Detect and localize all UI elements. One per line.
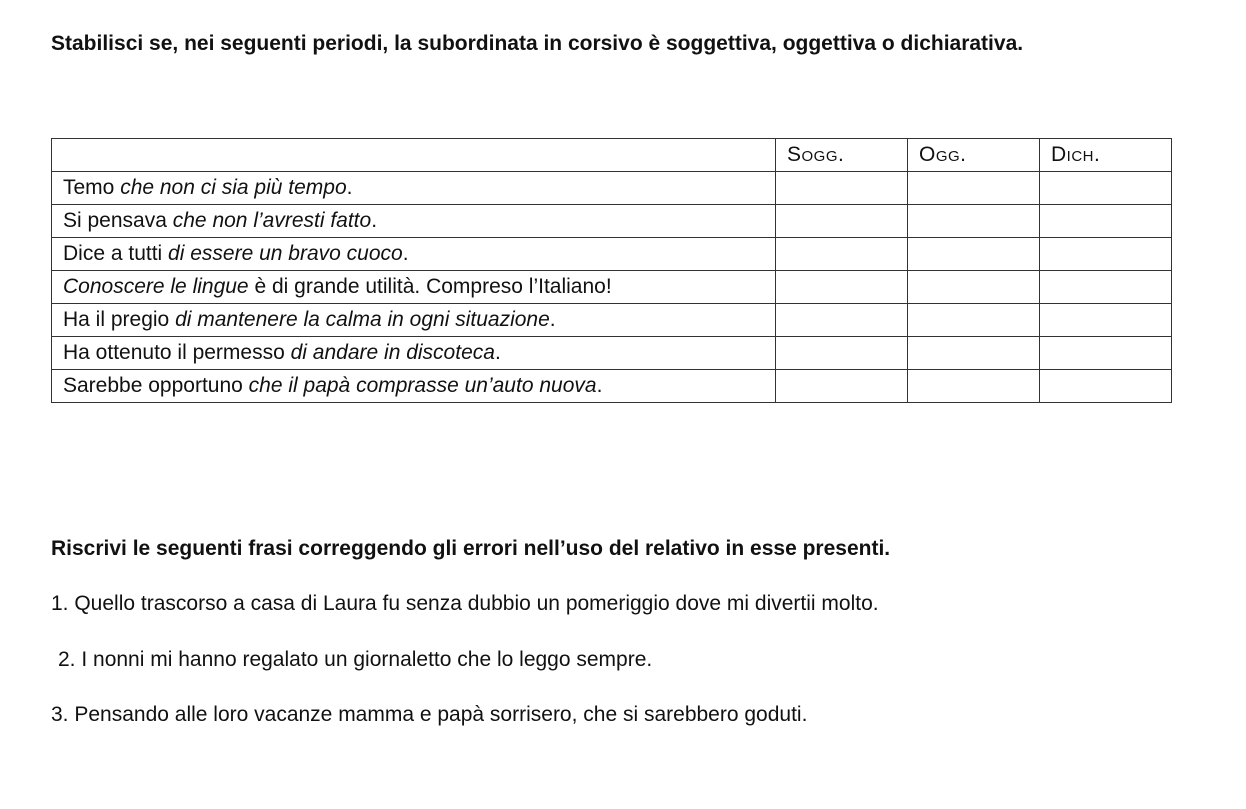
table-row bbox=[52, 304, 1172, 337]
sentence-plain-before: Ha ottenuto il permesso bbox=[63, 341, 291, 364]
sentence-italic-clause: di mantenere la calma in ogni situazione bbox=[175, 308, 550, 331]
answer-cell-sogg[interactable] bbox=[776, 337, 908, 370]
answer-cell-dich[interactable] bbox=[1040, 205, 1172, 238]
column-header-dich: Dich. bbox=[1040, 139, 1172, 172]
answer-cell-ogg[interactable] bbox=[908, 205, 1040, 238]
sentence-italic-clause: che non l’avresti fatto bbox=[172, 209, 372, 232]
sentence-cell bbox=[52, 271, 776, 304]
column-header-sogg: Sogg. bbox=[776, 139, 908, 172]
sentence-italic-clause: di essere un bravo cuoco bbox=[168, 242, 403, 265]
sentence-plain-after: è di grande utilità. Compreso l’Italiano! bbox=[248, 275, 612, 298]
answer-cell-dich[interactable] bbox=[1040, 337, 1172, 370]
sentence-plain-before: Temo bbox=[63, 176, 121, 199]
sentence-plain-after: . bbox=[371, 209, 378, 232]
exercise-2-instruction: Riscrivi le seguenti frasi correggendo gli errori nell’uso del relativo in esse presenti. bbox=[51, 537, 891, 560]
classification-table bbox=[51, 138, 1172, 403]
answer-cell-ogg[interactable] bbox=[908, 337, 1040, 370]
table-header-row bbox=[52, 139, 1172, 172]
sentence-cell bbox=[52, 238, 776, 271]
answer-cell-sogg[interactable] bbox=[776, 238, 908, 271]
answer-cell-sogg[interactable] bbox=[776, 172, 908, 205]
exercise-2-sentence-2: 2. I nonni mi hanno regalato un giornaletto che lo leggo sempre. bbox=[58, 648, 653, 671]
sentence-plain-after: . bbox=[402, 242, 409, 265]
sentence-plain-after: . bbox=[549, 308, 556, 331]
table-row bbox=[52, 172, 1172, 205]
table-row bbox=[52, 205, 1172, 238]
answer-cell-ogg[interactable] bbox=[908, 370, 1040, 403]
sentence-cell bbox=[52, 205, 776, 238]
sentence-cell bbox=[52, 172, 776, 205]
sentence-plain-before: Sarebbe opportuno bbox=[63, 374, 249, 397]
sentence-italic-clause: di andare in discoteca bbox=[290, 341, 495, 364]
answer-cell-sogg[interactable] bbox=[776, 205, 908, 238]
answer-cell-dich[interactable] bbox=[1040, 370, 1172, 403]
sentence-plain-after: . bbox=[494, 341, 501, 364]
sentence-plain-before: Dice a tutti bbox=[63, 242, 169, 265]
sentence-plain-before: Ha il pregio bbox=[63, 308, 176, 331]
answer-cell-ogg[interactable] bbox=[908, 304, 1040, 337]
answer-cell-sogg[interactable] bbox=[776, 271, 908, 304]
answer-cell-dich[interactable] bbox=[1040, 172, 1172, 205]
exercise-1-instruction: Stabilisci se, nei seguenti periodi, la subordinata in corsivo è soggettiva, oggettiva o dichiarativa. bbox=[51, 32, 1024, 55]
header-blank-cell bbox=[52, 139, 776, 172]
table-row bbox=[52, 271, 1172, 304]
table-row bbox=[52, 337, 1172, 370]
sentence-plain-before: Si pensava bbox=[63, 209, 173, 232]
answer-cell-ogg[interactable] bbox=[908, 271, 1040, 304]
answer-cell-ogg[interactable] bbox=[908, 238, 1040, 271]
answer-cell-dich[interactable] bbox=[1040, 304, 1172, 337]
sentence-italic-clause: che non ci sia più tempo bbox=[120, 176, 347, 199]
sentence-cell bbox=[52, 304, 776, 337]
answer-cell-dich[interactable] bbox=[1040, 271, 1172, 304]
table-row bbox=[52, 238, 1172, 271]
exercise-2-sentence-3: 3. Pensando alle loro vacanze mamma e papà sorrisero, che si sarebbero goduti. bbox=[51, 703, 808, 726]
sentence-italic-clause: Conoscere le lingue bbox=[63, 275, 249, 298]
answer-cell-ogg[interactable] bbox=[908, 172, 1040, 205]
sentence-plain-after: . bbox=[596, 374, 603, 397]
answer-cell-sogg[interactable] bbox=[776, 370, 908, 403]
sentence-italic-clause: che il papà comprasse un’auto nuova bbox=[248, 374, 597, 397]
sentence-plain-after: . bbox=[346, 176, 353, 199]
table-row bbox=[52, 370, 1172, 403]
sentence-cell bbox=[52, 337, 776, 370]
answer-cell-dich[interactable] bbox=[1040, 238, 1172, 271]
answer-cell-sogg[interactable] bbox=[776, 304, 908, 337]
exercise-2-sentence-1: 1. Quello trascorso a casa di Laura fu senza dubbio un pomeriggio dove mi divertii molto. bbox=[51, 592, 879, 615]
column-header-ogg: Ogg. bbox=[908, 139, 1040, 172]
sentence-cell bbox=[52, 370, 776, 403]
